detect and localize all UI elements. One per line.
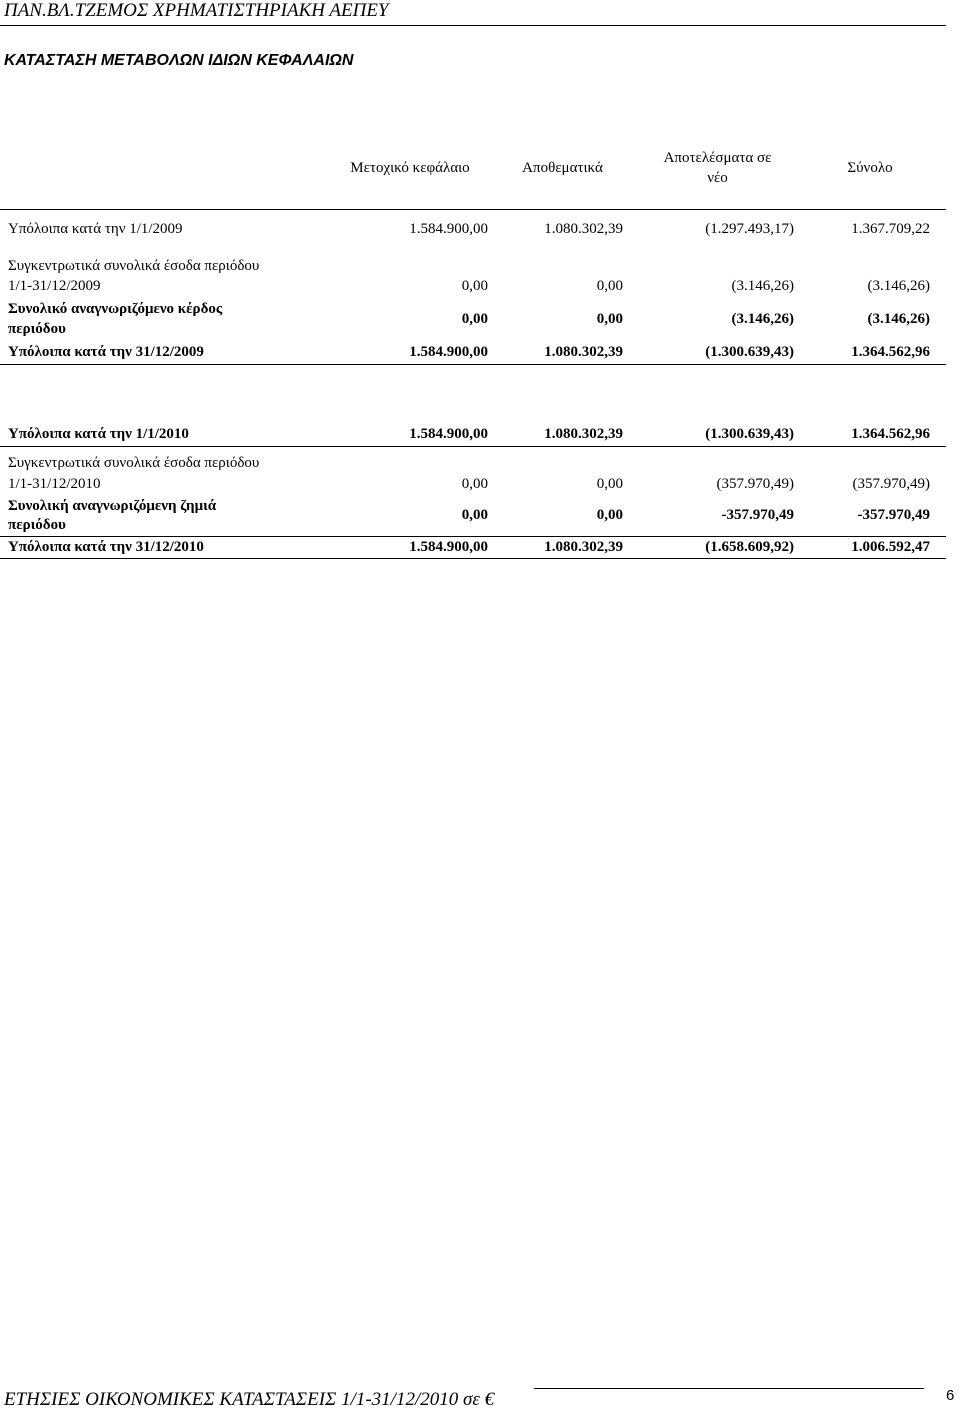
cell-reserves: 0,00: [596, 311, 623, 327]
table-row-recognized-profit-2009: [0, 299, 946, 341]
cell-retained-earnings: (1.297.493,17): [705, 221, 794, 237]
row-label: Υπόλοιπα κατά την 1/1/2009: [8, 221, 183, 237]
cell-retained-earnings: (3.146,26): [731, 278, 794, 294]
cell-share-capital: 1.584.900,00: [409, 221, 488, 237]
cell-retained-earnings: (3.146,26): [731, 311, 794, 327]
row-label-line2: περιόδου: [8, 321, 66, 337]
cell-total: 1.364.562,96: [851, 426, 930, 442]
cell-reserves: 1.080.302,39: [544, 344, 623, 360]
page-number: 6: [946, 1387, 955, 1404]
cell-share-capital: 0,00: [461, 278, 488, 294]
header-divider: [0, 209, 946, 210]
company-name: ΠΑΝ.ΒΛ.ΤΖΕΜΟΣ ΧΡΗΜΑΤΙΣΤΗΡΙΑΚΗ ΑΕΠΕΥ: [4, 0, 389, 21]
table-row-comprehensive-income-2010: [0, 453, 946, 495]
footer-rule: [534, 1388, 924, 1389]
table-row-balance-31-12-2009: [0, 342, 946, 363]
rule-2010-start: [0, 446, 946, 447]
row-label-line1: Συνολική αναγνωριζόμενη ζημιά: [8, 498, 217, 514]
col-header-retained-earnings: [640, 148, 795, 188]
cell-total: (3.146,26): [867, 278, 930, 294]
row-label-line2: 1/1-31/12/2010: [8, 476, 101, 492]
header-rule: [0, 25, 946, 26]
col-header-reserves: Αποθεματικά: [522, 160, 603, 176]
row-label: Υπόλοιπα κατά την 31/12/2010: [8, 539, 204, 555]
cell-share-capital: 0,00: [461, 476, 488, 492]
row-label: Υπόλοιπα κατά την 1/1/2010: [8, 426, 189, 442]
statement-title: ΚΑΤΑΣΤΑΣΗ ΜΕΤΑΒΟΛΩΝ ΙΔΙΩΝ ΚΕΦΑΛΑΙΩΝ: [4, 52, 354, 69]
col-header-total: Σύνολο: [847, 160, 893, 176]
cell-reserves: 1.080.302,39: [544, 539, 623, 555]
row-label-line2: περιόδου: [8, 517, 66, 533]
row-label-line1: Συγκεντρωτικά συνολικά έσοδα περιόδου: [8, 455, 260, 471]
table-row-recognized-loss-2010: [0, 496, 946, 536]
cell-retained-earnings: (1.658.609,92): [705, 539, 794, 555]
cell-reserves: 1.080.302,39: [544, 426, 623, 442]
footer-text: ΕΤΗΣΙΕΣ ΟΙΚΟΝΟΜΙΚΕΣ ΚΑΤΑΣΤΑΣΕΙΣ 1/1-31/12/2010 σε €: [4, 1389, 495, 1410]
cell-retained-earnings: (1.300.639,43): [705, 344, 794, 360]
table-row-balance-1-1-2009: [0, 219, 946, 240]
cell-share-capital: 0,00: [461, 507, 488, 523]
table-row-balance-31-12-2010: [0, 537, 946, 558]
row-label-line1: Συγκεντρωτικά συνολικά έσοδα περιόδου: [8, 258, 260, 274]
cell-retained-earnings: -357.970,49: [721, 507, 794, 523]
col-header-retained-line2: νέο: [707, 170, 728, 186]
cell-reserves: 0,00: [596, 278, 623, 294]
table-row-balance-1-1-2010: [0, 424, 946, 445]
cell-retained-earnings: (357.970,49): [716, 476, 794, 492]
row-label: Υπόλοιπα κατά την 31/12/2009: [8, 344, 204, 360]
row-label-line1: Συνολικό αναγνωριζόμενο κέρδος: [8, 301, 223, 317]
row-label-line2: 1/1-31/12/2009: [8, 278, 101, 294]
cell-total: 1.006.592,47: [851, 539, 930, 555]
rule-2010-end: [0, 558, 946, 559]
cell-share-capital: 0,00: [461, 311, 488, 327]
col-header-retained-line1: Αποτελέσματα σε: [663, 150, 772, 166]
cell-total: (3.146,26): [867, 311, 930, 327]
col-header-share-capital: Μετοχικό κεφάλαιο: [350, 160, 470, 176]
cell-share-capital: 1.584.900,00: [409, 539, 488, 555]
cell-total: 1.367.709,22: [851, 221, 930, 237]
cell-total: 1.364.562,96: [851, 344, 930, 360]
cell-reserves: 0,00: [596, 507, 623, 523]
cell-total: (357.970,49): [852, 476, 930, 492]
cell-reserves: 0,00: [596, 476, 623, 492]
cell-share-capital: 1.584.900,00: [409, 426, 488, 442]
rule-2009-end: [0, 364, 946, 365]
cell-total: -357.970,49: [857, 507, 930, 523]
cell-share-capital: 1.584.900,00: [409, 344, 488, 360]
cell-reserves: 1.080.302,39: [544, 221, 623, 237]
table-row-comprehensive-income-2009: [0, 256, 946, 298]
cell-retained-earnings: (1.300.639,43): [705, 426, 794, 442]
